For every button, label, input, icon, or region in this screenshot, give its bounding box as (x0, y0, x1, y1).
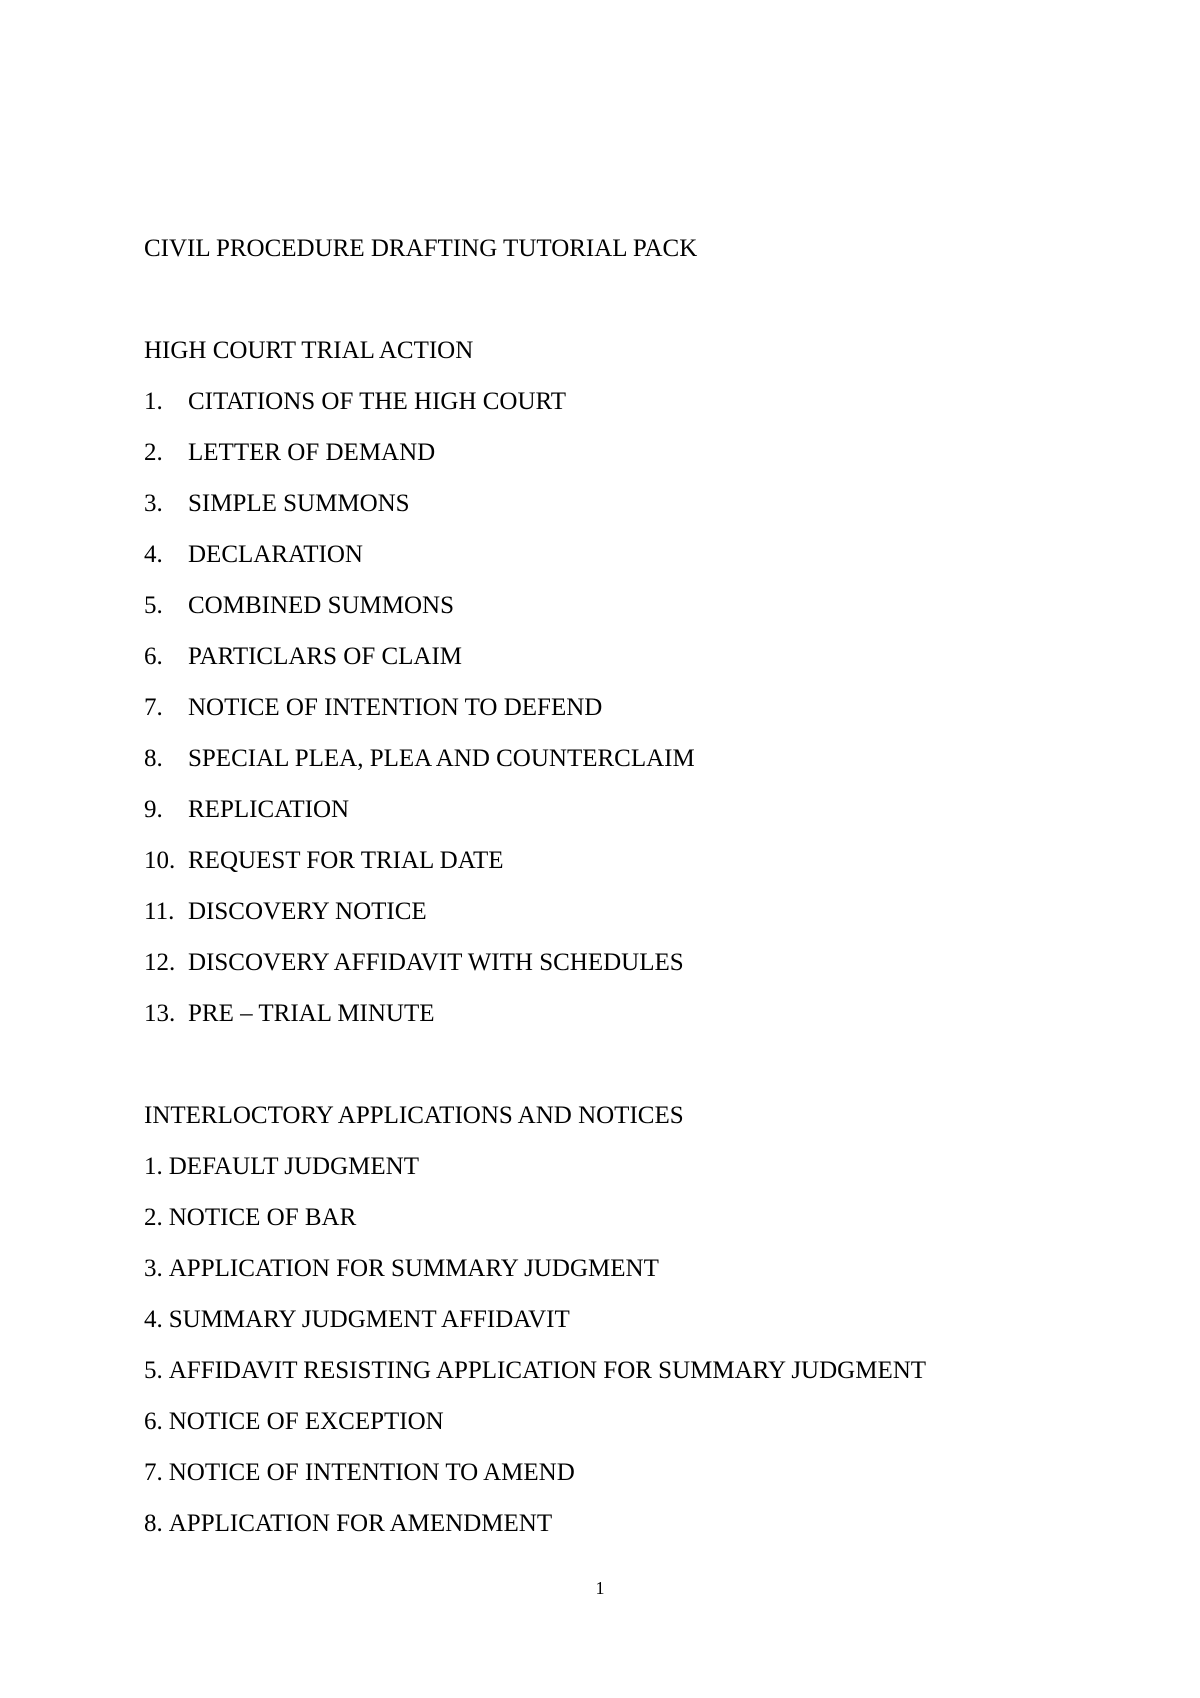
list-item (144, 438, 435, 468)
list-item-number: 9. (144, 796, 163, 823)
list-item (144, 999, 435, 1029)
list-item-number: 2. (144, 1204, 163, 1231)
list-item-text: COMBINED SUMMONS (188, 592, 455, 619)
list-item-number: 4. (144, 1306, 163, 1333)
list-item-text: SPECIAL PLEA, PLEA AND COUNTERCLAIM (188, 745, 695, 772)
list-item-number: 2. (144, 439, 163, 466)
list-item (144, 387, 566, 417)
list-item-text: REQUEST FOR TRIAL DATE (188, 847, 504, 874)
section-heading-interlocutory-applications: INTERLOCTORY APPLICATIONS AND NOTICES (144, 1102, 684, 1129)
list-item-number: 7. (144, 1459, 163, 1486)
document-title: CIVIL PROCEDURE DRAFTING TUTORIAL PACK (144, 235, 698, 262)
list-item (144, 897, 427, 927)
list-item-text: LETTER OF DEMAND (188, 439, 436, 466)
list-item (144, 642, 462, 672)
list-item (144, 1203, 356, 1233)
list-item-number: 4. (144, 541, 163, 568)
list-item (144, 1356, 926, 1386)
list-item-number: 7. (144, 694, 163, 721)
list-item-text: SUMMARY JUDGMENT AFFIDAVIT (168, 1306, 570, 1333)
list-item-number: 11. (144, 898, 175, 925)
list-item-number: 10. (144, 847, 176, 874)
list-item-text: PARTICLARS OF CLAIM (188, 643, 463, 670)
list-item (144, 1509, 552, 1539)
list-item-text: REPLICATION (188, 796, 350, 823)
list-item (144, 1254, 659, 1284)
list-item (144, 1305, 570, 1335)
list-item (144, 1152, 419, 1182)
section-heading-high-court-trial-action: HIGH COURT TRIAL ACTION (144, 337, 474, 364)
list-item (144, 846, 504, 876)
list-item (144, 795, 349, 825)
list-item (144, 591, 454, 621)
list-item-text: NOTICE OF INTENTION TO AMEND (168, 1459, 575, 1486)
list-item (144, 1407, 444, 1437)
list-item-number: 8. (144, 1510, 163, 1537)
list-item-number: 5. (144, 592, 163, 619)
list-item-number: 12. (144, 949, 176, 976)
list-item-number: 6. (144, 643, 163, 670)
list-item (144, 948, 684, 978)
list-item (144, 540, 363, 570)
list-item-text: AFFIDAVIT RESISTING APPLICATION FOR SUMMARY JUDGMENT (168, 1357, 927, 1384)
page-number: 1 (595, 1578, 605, 1598)
list-item-number: 1. (144, 388, 163, 415)
list-item-text: DEFAULT JUDGMENT (168, 1153, 419, 1180)
list-item-text: NOTICE OF BAR (168, 1204, 357, 1231)
list-item (144, 693, 602, 723)
list-item-text: DISCOVERY AFFIDAVIT WITH SCHEDULES (188, 949, 684, 976)
list-item-text: DISCOVERY NOTICE (188, 898, 427, 925)
list-item (144, 1458, 575, 1488)
list-item (144, 489, 410, 519)
list-item (144, 744, 695, 774)
list-item-text: DECLARATION (188, 541, 363, 568)
list-item-text: APPLICATION FOR SUMMARY JUDGMENT (168, 1255, 659, 1282)
list-item-text: NOTICE OF EXCEPTION (168, 1408, 444, 1435)
list-item-text: CITATIONS OF THE HIGH COURT (188, 388, 566, 415)
list-item-text: SIMPLE SUMMONS (188, 490, 410, 517)
list-item-number: 5. (144, 1357, 163, 1384)
list-item-number: 3. (144, 490, 163, 517)
list-item-number: 3. (144, 1255, 163, 1282)
list-item-number: 13. (144, 1000, 176, 1027)
list-item-text: PRE – TRIAL MINUTE (188, 1000, 435, 1027)
list-item-number: 6. (144, 1408, 163, 1435)
list-item-number: 8. (144, 745, 163, 772)
list-item-text: APPLICATION FOR AMENDMENT (168, 1510, 553, 1537)
list-item-number: 1. (144, 1153, 163, 1180)
list-item-text: NOTICE OF INTENTION TO DEFEND (188, 694, 603, 721)
